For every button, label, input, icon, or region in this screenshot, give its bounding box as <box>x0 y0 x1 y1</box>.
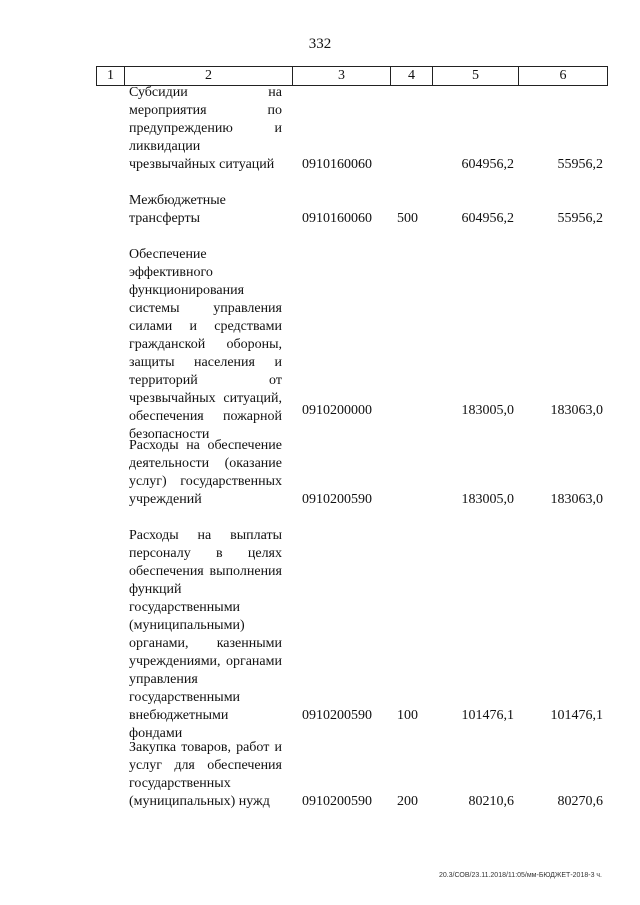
row-expense-type: 100 <box>397 708 418 723</box>
row-expense-type: 200 <box>397 794 418 809</box>
row-code: 0910200590 <box>302 794 372 809</box>
table-row <box>0 192 640 228</box>
row-code: 0910200000 <box>302 403 372 418</box>
row-description: Субсидии на мероприятия по предупреждению и ликвидации чрезвычайных ситуаций <box>129 85 282 172</box>
row-value-6: 183063,0 <box>550 403 603 418</box>
row-code: 0910160060 <box>302 211 372 226</box>
column-header-4: 4 <box>391 67 433 85</box>
table-header <box>96 66 608 86</box>
column-header-1: 1 <box>97 67 125 85</box>
column-header-3: 3 <box>293 67 391 85</box>
row-value-6: 55956,2 <box>557 157 603 172</box>
page-number: 332 <box>308 36 332 52</box>
row-description: Расходы на обеспечение деятельности (оказание услуг) государственных учреждений <box>129 438 282 507</box>
table-row <box>0 84 640 174</box>
row-description: Обеспечение эффективного функционирования системы управления силами и средствами гражданской обороны, защиты населения и территорий от чрезвычайных ситуаций, обеспечения пожарной безопасности <box>129 247 282 442</box>
row-value-6: 80270,6 <box>557 794 603 809</box>
row-code: 0910200590 <box>302 492 372 507</box>
row-code: 0910160060 <box>302 157 372 172</box>
column-header-6: 6 <box>559 68 567 83</box>
document-footer: 20.3/СОВ/23.11.2018/11:05/мм-БЮДЖЕТ-2018-3 ч. <box>438 872 602 879</box>
row-value-6: 183063,0 <box>550 492 603 507</box>
column-header-5: 5 <box>433 67 519 85</box>
row-description: Закупка товаров, работ и услуг для обеспечения государственных (муниципальных) нужд <box>129 740 282 809</box>
row-value-5: 604956,2 <box>461 211 514 226</box>
table-row <box>0 246 640 442</box>
row-value-6: 55956,2 <box>557 211 603 226</box>
row-value-5: 80210,6 <box>468 794 514 809</box>
table-row <box>0 739 640 811</box>
row-value-5: 183005,0 <box>461 403 514 418</box>
row-expense-type: 500 <box>397 211 418 226</box>
row-value-6: 101476,1 <box>550 708 603 723</box>
row-value-5: 183005,0 <box>461 492 514 507</box>
table-row <box>0 527 640 741</box>
row-value-5: 101476,1 <box>461 708 514 723</box>
row-code: 0910200590 <box>302 708 372 723</box>
row-description: Межбюджетные трансферты <box>129 193 226 226</box>
column-header-2: 2 <box>125 67 293 85</box>
row-description: Расходы на выплаты персоналу в целях обеспечения выполнения функций государственными (муниципальными) органами, казенными учреждениями, органами управления государственными внебюджетными фондами <box>129 528 282 741</box>
row-value-5: 604956,2 <box>461 157 514 172</box>
table-row <box>0 437 640 509</box>
